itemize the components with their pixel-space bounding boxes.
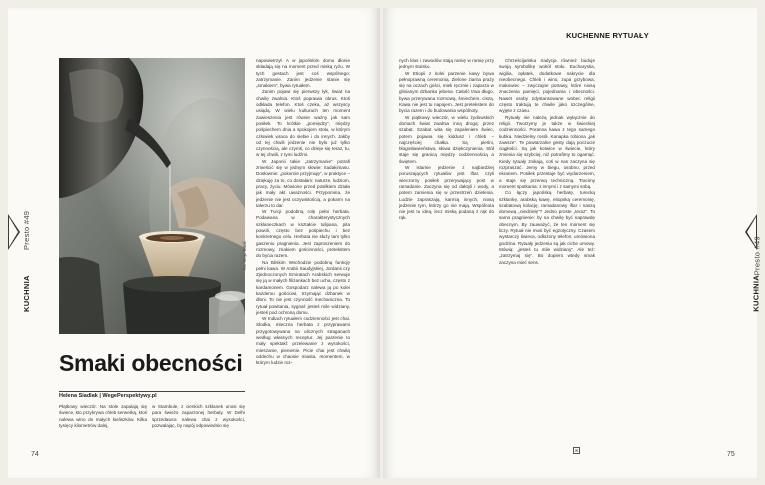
body-paragraph: W piątkowy wieczór, w wielu żydowskich domach świat zwalnia inną drogą: przez szabat. Szabat wita się zapaleniem świec, potem pojawia się kiddusz i chleb – najczęściej chałka. Są pieśni, błogosławieństwa, słowa dziękczynienia. Stół staje się granicą między codziennością a świętem. <box>399 114 494 164</box>
intro-column-2 <box>152 404 245 454</box>
body-paragraph: W islamie jedzenie z najbardziej poruszających rytuałów jest iftar, czyli wieczorny posiłek przerywający post w ramadanie. Zaczyna się od daktyli i wody, a potem zamienia się w przestrzeń dzielenia. Ludzie zapraszają, karmią innych, niosą jedzenie tym, którzy go nie mają. Wspólnota nie jest tu ideą, lecz miską podaną z rąk do rąk. <box>399 165 494 221</box>
article-photo <box>59 58 245 334</box>
right-section-label: KUCHNIA <box>752 275 761 312</box>
left-page-number: 74 <box>31 451 39 458</box>
author-divider <box>59 391 245 392</box>
body-paragraph: napowietrzył. A w japońskim domu dłonie składają się na moment przed miską ryżu. W tych gestach jest coś wspólnego: zatrzymanie. Zanim jedzenie stanie się „smakiem”, bywa rytuałem. <box>256 58 350 89</box>
end-of-article-icon: ✉ <box>574 448 579 453</box>
body-paragraph: Na Bliskim Wschodzie podobną funkcję pełni kawa. W Arabii Saudyjskiej, Jordanii czy Zjednoczonych Emiratach Arabskich serwuje się ją w małych filiżankach bez ucha, często z kardamonem. Gospodarz nalewa ją po kolei każdemu gościowi, trzymając dzbanek w dłoni. To nie jest czynność mechaniczna. To rytuał powitania, sygnał: jesteś mile widziany, jesteś pod ochroną domu. <box>256 259 350 315</box>
body-paragraph: W Turcji podobną rolę pełni herbata. Podawana w charakterystycznych szklaneczkach w kształcie tulipana, pita powoli, często bez pośpiechu i bez konkretnego celu. Herbata nie służy tam tylko gaszeniu pragnienia. Jest zaproszeniem do rozmowy, znakiem gościnności, pretekstem do bycia razem. <box>256 209 350 259</box>
intro-paragraph-1: Płątkowy wieczór. Na stole zapalają się świece, kto przykrywa chleb serwetką, ktoś nalewa wino do małych kieliszków. Kilka tysięcy kilometrów dalej, <box>59 404 147 428</box>
pour-over-photo-illustration <box>59 58 245 334</box>
photo-credit: fot. Mojo Bank <box>242 241 247 270</box>
section-header: KUCHENNE RYTUAŁY <box>566 31 649 40</box>
left-body-column <box>256 58 350 456</box>
article-author: Helena Siadlak | WegePerspektywy.pl <box>59 393 157 399</box>
body-paragraph: Chrześcijańska tradycja również buduje swoją symbolikę wokół stołu. Eucharystia, wigilia, opłatek, dodatkowe nakrycie dla nieobecnego. Chleb i wino, zupa grzybowa, makowiec – zwyczajne potrawy, które niosą znaczenia pamięci, pojednania i obecności. Nawet osoby zdystansowane wobec religii często traktują te chwile jako szczególne, wyjęte z czasu. <box>499 58 595 114</box>
body-paragraph: W Etiopii z kolei parzenie kawy bywa pełnoprawną ceremonią. Zielone ziarna praży się na oczach gości, mieli ręcznie i zaparza w glinianym dzbanku jebena. Całość trwa długo, bywa przerywana rozmową, śmiechem, ciszą. Kawa nie jest tu napojem. Jest pretekstem do bycia razem i do budowania wspólnoty. <box>399 70 494 114</box>
intro-column-1 <box>59 404 147 454</box>
intro-paragraph-2: w Stambule, z cienkich szklanek unosi się para świeżo zaparzonej herbaty. W Delhi sprzedawca nalewa chai z wysokości, pozwalając, by napój odpowiednio się <box>152 404 245 428</box>
body-paragraph: Zanim pojawi się pierwszy łyk, świat na chwilę zwalnia. Ktoś poprawia obrus. Ktoś odkłada telefon. Ktoś czeka, aż wszyscy usiądą. W wielu kulturach ten moment zawieszenia jest równie ważny jak sam posiłek. To krótkie „pomiędzy”, między pośpiechem dnia a spokojem stołu, w którym człowiek wraca do siebie i do innych. Jakby od tej chwili jedzenie nie było już tylko czynnością, ale czymś, co dzieje się teraz, tu, w tej chwili, z tymi ludźmi. <box>256 89 350 158</box>
body-paragraph: W Indiach rytuałem codzienności jest chai. Słodka, mleczna herbata z przyprawami przygotowywana na ulicznych straganach według własnych receptur. Jej parzenie to mały spektakl: przelewanie z wysokości, mieszanie, pienienie. Picie chai jest chwilą oddechu w chaosie miasta, momentem, w którym ludzie roz- <box>256 316 350 366</box>
left-side-tab-marker <box>8 214 20 250</box>
right-body-column-2 <box>499 58 595 456</box>
body-paragraph: W Japonii takie „zatrzymanie” potrafi zmieścić się w jednym słowie: itadakimasu. Dosłownie: „pokornie przyjmuję”, w praktyce – dziękuję za to, co dostałam: naturze, ludziom, pracy, życiu. Mówione przed posiłkiem działa jak mały akt uważności. Przypomina, że jedzenie nie jest oczywistością, a pokarm na talerzu to dar. <box>256 158 350 208</box>
right-issue-label: Presto #49 <box>752 236 761 276</box>
left-issue-label: Presto #49 <box>22 210 31 250</box>
body-paragraph: Rytuały nie należą jednak wyłącznie do religii. Tworzymy je także w świeckiej codzienności. Poranna kawa z tego samego kubka. Niedzielny rosół. Kanapka robiona „jak zawsze”. Te powtarzalne gesty dają poczucie ciągłości. Są jak kotwice w świecie, który zmienia się szybciej, niż potrafimy to ogarnąć. Kiedy rytuały znikają, coś w nas zaczyna się rozpraszać. Jemy w biegu, osobno, przed ekranem. Posiłek przestaje być wydarzeniem, a staje się przerwą techniczną. Tracimy moment spotkania: z innymi i z samymi sobą. <box>499 114 595 189</box>
right-body-column-1 <box>399 58 494 456</box>
body-paragraph: Co łączy japońską herbatę, turecką szklankę, arabską kawę, etiopską ceremonię, szabatową kolację, ramadanowy iftar i naszą domową „niedzielę”? Jedno proste „teraz”. To samo pragnienie: by na chwilę być naprawdę obecnym. By zauważyć, że ten moment się liczy. Rytuał nie musi być egzotyczny. Czasem wystarczy świeca, odłożony telefon, umówiona godzina. Rytuały jedzenia są jak ciche umowy. Mówią: „jesteś tu mile widziany”. Ale też: „zatrzymaj się”. Bo dopiero wtedy smak zaczyna mieć sens. <box>499 190 595 265</box>
body-paragraph: nych klas i zawodów stają ramię w ramię przy jednym stoisku. <box>399 58 494 70</box>
article-title: Smaki obecności <box>59 350 243 376</box>
left-section-label: KUCHNIA <box>22 275 31 312</box>
right-page-number: 75 <box>727 451 735 458</box>
